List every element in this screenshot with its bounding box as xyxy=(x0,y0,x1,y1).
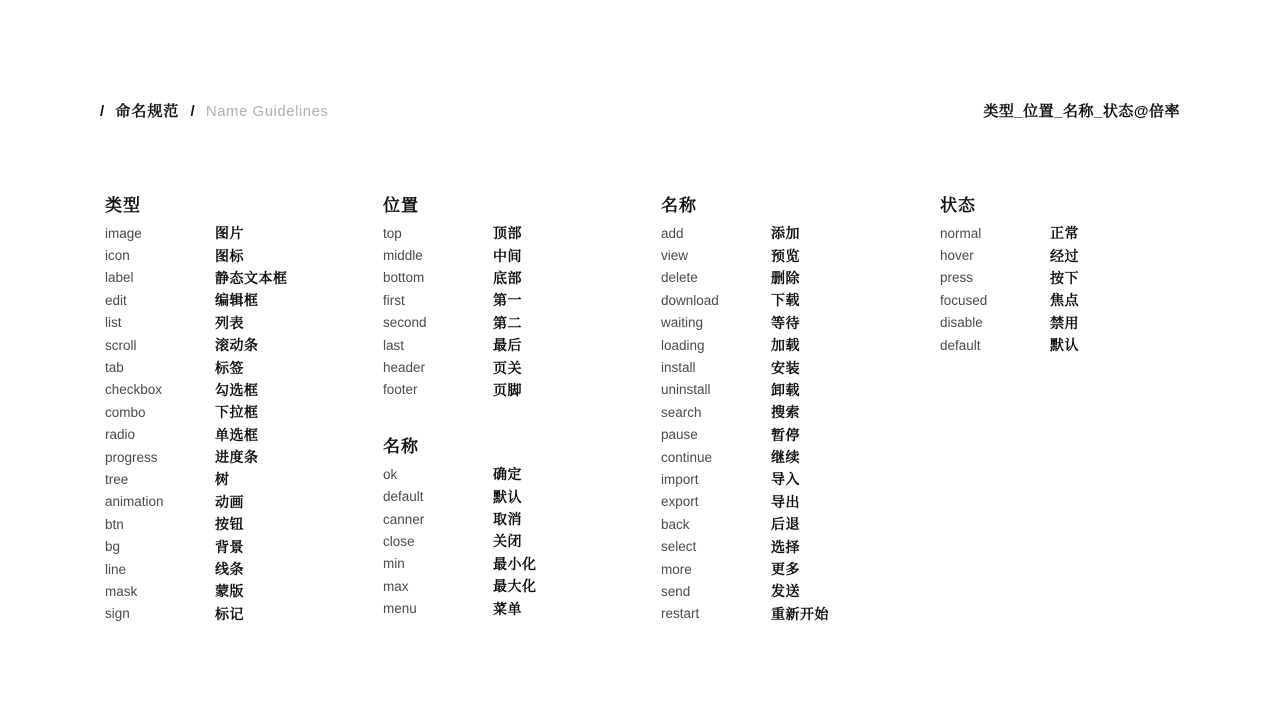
term-zh: 暂停 xyxy=(771,426,800,443)
term-zh: 按钮 xyxy=(215,516,244,533)
term-zh: 树 xyxy=(215,471,230,488)
glossary-row xyxy=(105,401,367,423)
glossary-row xyxy=(105,580,367,602)
section-heading: 位置 xyxy=(383,196,419,215)
term-zh: 第一 xyxy=(493,292,522,309)
term-zh: 继续 xyxy=(771,449,800,466)
term-zh: 搜索 xyxy=(771,404,800,421)
term-zh: 最后 xyxy=(493,337,522,354)
column-state xyxy=(940,194,1202,356)
term-en: search xyxy=(661,404,702,420)
glossary-row xyxy=(940,334,1202,356)
glossary-row xyxy=(383,334,645,356)
term-en: import xyxy=(661,471,699,487)
glossary-row xyxy=(105,603,367,625)
term-en: loading xyxy=(661,337,705,353)
slash-separator: / xyxy=(100,103,105,120)
glossary-row xyxy=(940,244,1202,266)
glossary-row xyxy=(661,334,923,356)
term-en: bg xyxy=(105,539,121,555)
term-en: close xyxy=(383,533,415,549)
term-zh: 背景 xyxy=(215,538,244,555)
term-en: progress xyxy=(105,449,158,465)
term-zh: 默认 xyxy=(1050,337,1079,354)
glossary-row xyxy=(105,424,367,446)
term-zh: 标签 xyxy=(215,359,244,376)
term-zh: 更多 xyxy=(771,561,800,578)
term-zh: 导入 xyxy=(771,471,800,488)
glossary-section xyxy=(383,435,645,620)
term-en: middle xyxy=(383,248,423,264)
glossary-section xyxy=(940,194,1202,356)
glossary-row xyxy=(661,424,923,446)
column-type xyxy=(105,194,367,625)
glossary-row xyxy=(383,289,645,311)
glossary-row xyxy=(661,558,923,580)
term-en: image xyxy=(105,225,142,241)
term-zh: 菜单 xyxy=(493,600,522,617)
term-en: select xyxy=(661,539,697,555)
term-en: min xyxy=(383,556,405,572)
term-en: last xyxy=(383,337,405,353)
glossary-row xyxy=(940,312,1202,334)
glossary-row xyxy=(661,491,923,513)
term-en: ok xyxy=(383,466,398,482)
glossary-row xyxy=(661,603,923,625)
term-en: pause xyxy=(661,427,698,443)
glossary-row xyxy=(383,553,645,575)
term-zh: 勾选框 xyxy=(215,381,259,398)
term-zh: 安装 xyxy=(771,359,800,376)
glossary-row xyxy=(383,508,645,530)
term-zh: 重新开始 xyxy=(771,605,829,622)
term-zh: 动画 xyxy=(215,493,244,510)
term-en: tree xyxy=(105,471,129,487)
term-en: send xyxy=(661,583,691,599)
term-zh: 卸载 xyxy=(771,381,800,398)
glossary-row xyxy=(661,289,923,311)
term-zh: 最小化 xyxy=(493,555,537,572)
glossary-row xyxy=(661,312,923,334)
term-zh: 进度条 xyxy=(215,449,259,466)
term-zh: 编辑框 xyxy=(215,292,259,309)
term-zh: 确定 xyxy=(493,466,522,483)
glossary-row xyxy=(940,267,1202,289)
section-heading: 类型 xyxy=(105,196,141,215)
term-en: max xyxy=(383,578,409,594)
glossary-row xyxy=(105,535,367,557)
term-zh: 经过 xyxy=(1050,247,1079,264)
term-en: back xyxy=(661,516,690,532)
naming-formula: 类型_位置_名称_状态@倍率 xyxy=(983,103,1180,120)
term-zh: 取消 xyxy=(493,511,522,528)
term-en: export xyxy=(661,494,699,510)
glossary-row xyxy=(105,513,367,535)
glossary-row xyxy=(105,491,367,513)
glossary-section xyxy=(383,194,645,401)
term-en: hover xyxy=(940,248,974,264)
page-title-en: Name Guidelines xyxy=(205,103,329,120)
term-en: animation xyxy=(105,494,164,510)
glossary-row xyxy=(661,356,923,378)
glossary-row xyxy=(105,468,367,490)
term-zh: 选择 xyxy=(771,538,800,555)
term-en: default xyxy=(383,489,424,505)
term-en: list xyxy=(105,315,122,331)
term-zh: 按下 xyxy=(1050,269,1079,286)
term-zh: 关闭 xyxy=(493,533,522,550)
glossary-row xyxy=(105,244,367,266)
term-zh: 线条 xyxy=(215,561,244,578)
term-en: focused xyxy=(940,292,988,308)
term-zh: 页关 xyxy=(493,359,522,376)
term-zh: 列表 xyxy=(215,314,244,331)
glossary-row xyxy=(661,401,923,423)
term-en: sign xyxy=(105,606,130,622)
term-zh: 图片 xyxy=(215,225,244,242)
term-zh: 页脚 xyxy=(493,381,522,398)
glossary-row xyxy=(383,463,645,485)
glossary-row xyxy=(661,535,923,557)
term-zh: 蒙版 xyxy=(215,583,244,600)
glossary-row xyxy=(661,513,923,535)
term-en: menu xyxy=(383,601,417,617)
glossary-row xyxy=(383,222,645,244)
term-en: radio xyxy=(105,427,136,443)
term-zh: 禁用 xyxy=(1050,314,1079,331)
term-zh: 正常 xyxy=(1050,225,1079,242)
term-en: canner xyxy=(383,511,425,527)
glossary-row xyxy=(661,267,923,289)
term-zh: 顶部 xyxy=(493,225,522,242)
page-title-zh: 命名规范 xyxy=(115,103,180,120)
term-zh: 标记 xyxy=(215,605,244,622)
term-zh: 添加 xyxy=(771,225,800,242)
term-en: disable xyxy=(940,315,983,331)
section-heading: 名称 xyxy=(383,437,419,457)
glossary-row xyxy=(383,379,645,401)
glossary-row xyxy=(383,356,645,378)
term-en: bottom xyxy=(383,270,425,286)
glossary-row xyxy=(940,222,1202,244)
glossary-row xyxy=(383,597,645,619)
glossary-row xyxy=(661,446,923,468)
term-zh: 第二 xyxy=(493,314,522,331)
glossary-row xyxy=(105,222,367,244)
term-en: footer xyxy=(383,382,418,398)
term-en: label xyxy=(105,270,134,286)
term-zh: 下拉框 xyxy=(215,404,259,421)
term-zh: 滚动条 xyxy=(215,337,259,354)
glossary-row xyxy=(105,558,367,580)
term-zh: 删除 xyxy=(771,269,800,286)
glossary-row xyxy=(105,446,367,468)
term-en: top xyxy=(383,225,402,241)
term-en: default xyxy=(940,337,981,353)
term-en: normal xyxy=(940,225,982,241)
term-zh: 下载 xyxy=(771,292,800,309)
glossary-row xyxy=(940,289,1202,311)
term-zh: 单选框 xyxy=(215,426,259,443)
glossary-row xyxy=(383,530,645,552)
glossary-row xyxy=(105,379,367,401)
slash-separator: / xyxy=(190,103,195,120)
term-zh: 静态文本框 xyxy=(215,269,288,286)
term-zh: 发送 xyxy=(771,583,800,600)
term-en: checkbox xyxy=(105,382,163,398)
term-en: edit xyxy=(105,292,127,308)
term-en: btn xyxy=(105,516,124,532)
glossary-row xyxy=(661,468,923,490)
glossary-row xyxy=(105,312,367,334)
term-en: waiting xyxy=(661,315,704,331)
term-en: more xyxy=(661,561,692,577)
term-zh: 最大化 xyxy=(493,578,537,595)
term-zh: 导出 xyxy=(771,493,800,510)
term-zh: 图标 xyxy=(215,247,244,264)
term-zh: 预览 xyxy=(771,247,800,264)
glossary-row xyxy=(105,267,367,289)
term-en: install xyxy=(661,360,696,376)
term-en: press xyxy=(940,270,974,286)
glossary-row xyxy=(661,244,923,266)
glossary-row xyxy=(661,580,923,602)
term-en: mask xyxy=(105,583,138,599)
column-name xyxy=(661,194,923,625)
term-zh: 默认 xyxy=(493,488,522,505)
column-position xyxy=(383,194,645,620)
term-zh: 加载 xyxy=(771,337,800,354)
section-heading: 名称 xyxy=(661,196,697,215)
term-en: icon xyxy=(105,248,130,264)
glossary-row xyxy=(105,356,367,378)
term-en: delete xyxy=(661,270,698,286)
term-en: restart xyxy=(661,606,700,622)
term-en: combo xyxy=(105,404,146,420)
glossary-row xyxy=(383,244,645,266)
glossary-row xyxy=(383,575,645,597)
term-zh: 等待 xyxy=(771,314,800,331)
glossary-row xyxy=(105,334,367,356)
term-en: line xyxy=(105,561,127,577)
glossary-row xyxy=(661,379,923,401)
breadcrumb xyxy=(100,103,328,121)
term-zh: 中间 xyxy=(493,247,522,264)
term-en: continue xyxy=(661,449,713,465)
glossary-row xyxy=(383,486,645,508)
section-heading: 状态 xyxy=(940,196,976,215)
glossary-section xyxy=(105,194,367,625)
term-en: download xyxy=(661,292,719,308)
term-en: first xyxy=(383,292,405,308)
term-en: header xyxy=(383,360,426,376)
term-en: add xyxy=(661,225,684,241)
glossary-row xyxy=(661,222,923,244)
glossary-section xyxy=(661,194,923,625)
glossary-row xyxy=(105,289,367,311)
term-zh: 底部 xyxy=(493,269,522,286)
term-en: second xyxy=(383,315,427,331)
term-en: uninstall xyxy=(661,382,711,398)
term-en: view xyxy=(661,248,689,264)
term-zh: 焦点 xyxy=(1050,292,1079,309)
glossary-row xyxy=(383,312,645,334)
term-en: tab xyxy=(105,360,124,376)
glossary-row xyxy=(383,267,645,289)
term-en: scroll xyxy=(105,337,137,353)
term-zh: 后退 xyxy=(771,516,800,533)
